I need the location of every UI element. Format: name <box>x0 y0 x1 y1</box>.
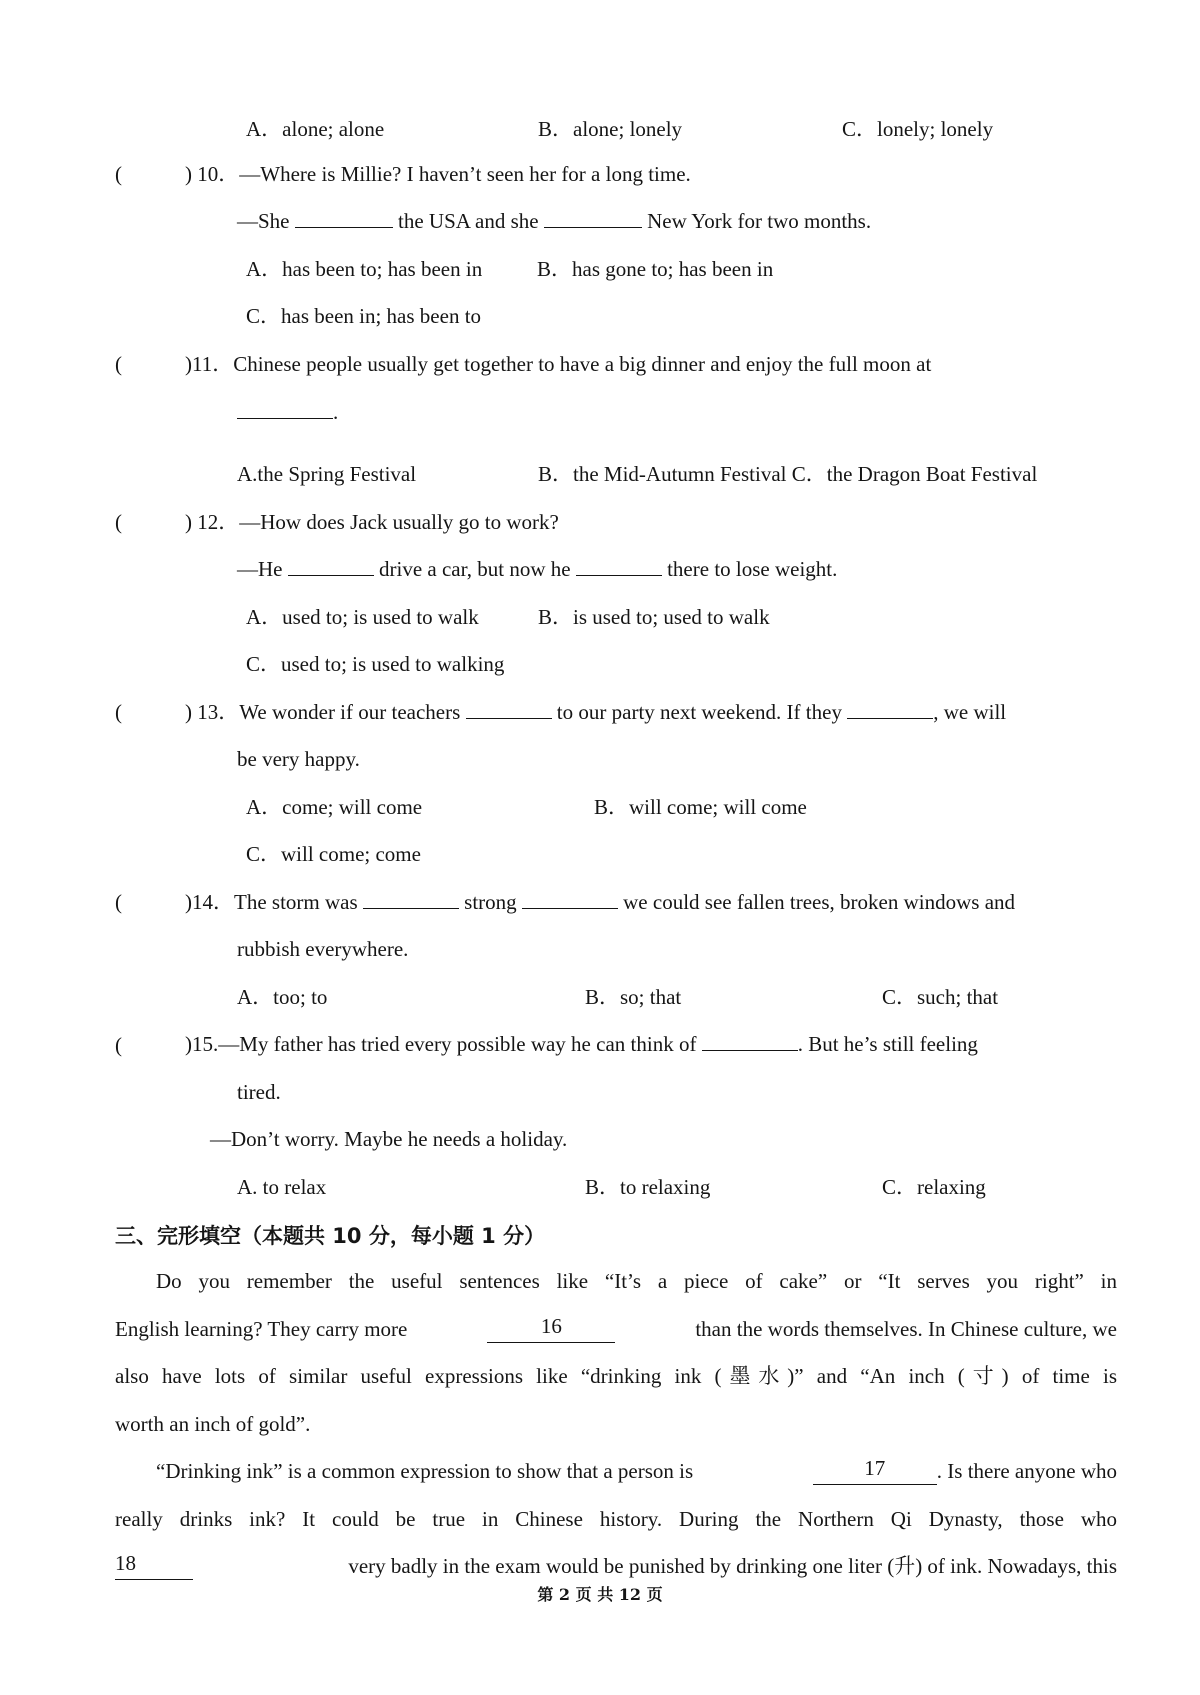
q14-stem-part3: we could see fallen trees, broken windows and <box>623 890 1016 914</box>
q14-line2: rubbish everywhere. <box>237 937 409 961</box>
q13-blank-2 <box>847 698 933 719</box>
passage-p2-line1-tail <box>813 1457 1117 1485</box>
passage-p2-line1-part2: . Is there anyone who <box>936 1459 1117 1483</box>
passage-p2-line3 <box>115 1552 1117 1580</box>
q11-option-b-c: B．the Mid-Autumn Festival C．the Dragon Boat Festival <box>538 462 1038 486</box>
q10-answer-paren: ( <box>115 162 122 186</box>
q10-line2 <box>237 207 871 235</box>
q12-answer-paren: ( <box>115 510 122 534</box>
q15-option-a: A. to relax <box>237 1175 327 1199</box>
q14-option-c: C．such; that <box>882 985 999 1009</box>
q10-line2-part1: —She <box>237 209 290 233</box>
q13-blank-1 <box>466 698 552 719</box>
q15-stem-part2: . But he’s still feeling <box>797 1032 978 1056</box>
q14-blank-2 <box>522 888 618 909</box>
q11-blank <box>237 398 333 419</box>
passage-p2-line1 <box>156 1457 1117 1485</box>
passage-p1-line2-part2: than the words themselves. In Chinese culture, we <box>695 1317 1117 1341</box>
q13-option-a: A．come; will come <box>246 795 423 819</box>
passage-p1-line4: worth an inch of gold”. <box>115 1412 311 1436</box>
q15-line2: tired. <box>237 1080 281 1104</box>
passage-p1-line2-part1: English learning? They carry more <box>115 1317 408 1341</box>
q12-blank-2 <box>576 555 662 576</box>
q14-blank-1 <box>363 888 459 909</box>
q14-option-b: B．so; that <box>585 985 682 1009</box>
page-footer: 第 2 页 共 12 页 <box>537 1585 663 1604</box>
q9-option-a: A．alone; alone <box>246 117 385 141</box>
blank-16: 16 <box>487 1315 615 1343</box>
q12-option-a: A．used to; is used to walk <box>246 605 479 629</box>
q15-blank <box>702 1030 798 1051</box>
q12-option-b: B．is used to; used to walk <box>538 605 770 629</box>
passage-p2-line1-part1: “Drinking ink” is a common expression to show that a person is <box>156 1459 694 1483</box>
q13-option-b: B．will come; will come <box>594 795 807 819</box>
q11-stem: )11．Chinese people usually get together to have a big dinner and enjoy the full moon at <box>185 352 932 376</box>
q13-stem-part2: to our party next weekend. If they <box>556 700 842 724</box>
q13-line2: be very happy. <box>237 747 360 771</box>
q13-stem <box>185 698 1006 726</box>
q14-option-a: A．too; to <box>237 985 328 1009</box>
q14-answer-paren: ( <box>115 890 122 914</box>
blank-18: 18 <box>115 1552 193 1580</box>
q10-blank-1 <box>295 207 393 228</box>
q12-line2 <box>237 555 837 583</box>
passage-p2-line2: really drinks ink? It could be true in Chinese history. During the Northern Qi Dynasty, those who <box>115 1507 1117 1531</box>
q15-option-b: B．to relaxing <box>585 1175 711 1199</box>
q11-option-a: A.the Spring Festival <box>237 462 417 486</box>
q15-answer-paren: ( <box>115 1033 122 1057</box>
q10-stem: ) 10．—Where is Millie? I haven’t seen her for a long time. <box>185 162 691 186</box>
passage-p1-line3: also have lots of similar useful expressions like “drinking ink (墨水)” and “An inch (寸) of time is <box>115 1364 1117 1388</box>
blank-17: 17 <box>813 1457 937 1485</box>
q12-line2-part2: drive a car, but now he <box>379 557 571 581</box>
section-3-heading: 三、完形填空（本题共 10 分，每小题 1 分） <box>115 1224 546 1248</box>
q10-line2-part2: the USA and she <box>398 209 539 233</box>
q9-option-b: B．alone; lonely <box>538 117 683 141</box>
q14-stem-part1: )14．The storm was <box>185 890 358 914</box>
q15-line3: —Don’t worry. Maybe he needs a holiday. <box>210 1127 568 1151</box>
q13-stem-part3: , we will <box>933 700 1007 724</box>
q15-stem-part1: )15.—My father has tried every possible way he can think of <box>185 1032 697 1056</box>
q12-option-c: C．used to; is used to walking <box>246 652 505 676</box>
q12-blank-1 <box>288 555 374 576</box>
q10-option-b: B．has gone to; has been in <box>537 257 774 281</box>
q10-line2-part3: New York for two months. <box>647 209 872 233</box>
q12-line2-part1: —He <box>237 557 283 581</box>
q12-stem: ) 12．—How does Jack usually go to work? <box>185 510 559 534</box>
passage-p1-line2 <box>115 1315 1117 1343</box>
q14-stem-part2: strong <box>464 890 517 914</box>
q13-option-c: C．will come; come <box>246 842 421 866</box>
q9-option-c: C．lonely; lonely <box>842 117 994 141</box>
q14-stem <box>185 888 1015 916</box>
q10-option-a: A．has been to; has been in <box>246 257 483 281</box>
q13-stem-part1: ) 13．We wonder if our teachers <box>185 700 461 724</box>
q11-answer-paren: ( <box>115 352 122 376</box>
q10-option-c: C．has been in; has been to <box>246 304 482 328</box>
q15-stem <box>185 1030 978 1058</box>
q13-answer-paren: ( <box>115 700 122 724</box>
q11-line2: . <box>237 398 338 426</box>
q10-blank-2 <box>544 207 642 228</box>
passage-p1-line1: Do you remember the useful sentences like “It’s a piece of cake” or “It serves you right” in <box>156 1269 1117 1293</box>
passage-p2-line3-part1: very badly in the exam would be punished by drinking one liter (升) of ink. Nowadays, this <box>348 1554 1117 1578</box>
q12-line2-part3: there to lose weight. <box>667 557 838 581</box>
q15-option-c: C．relaxing <box>882 1175 986 1199</box>
